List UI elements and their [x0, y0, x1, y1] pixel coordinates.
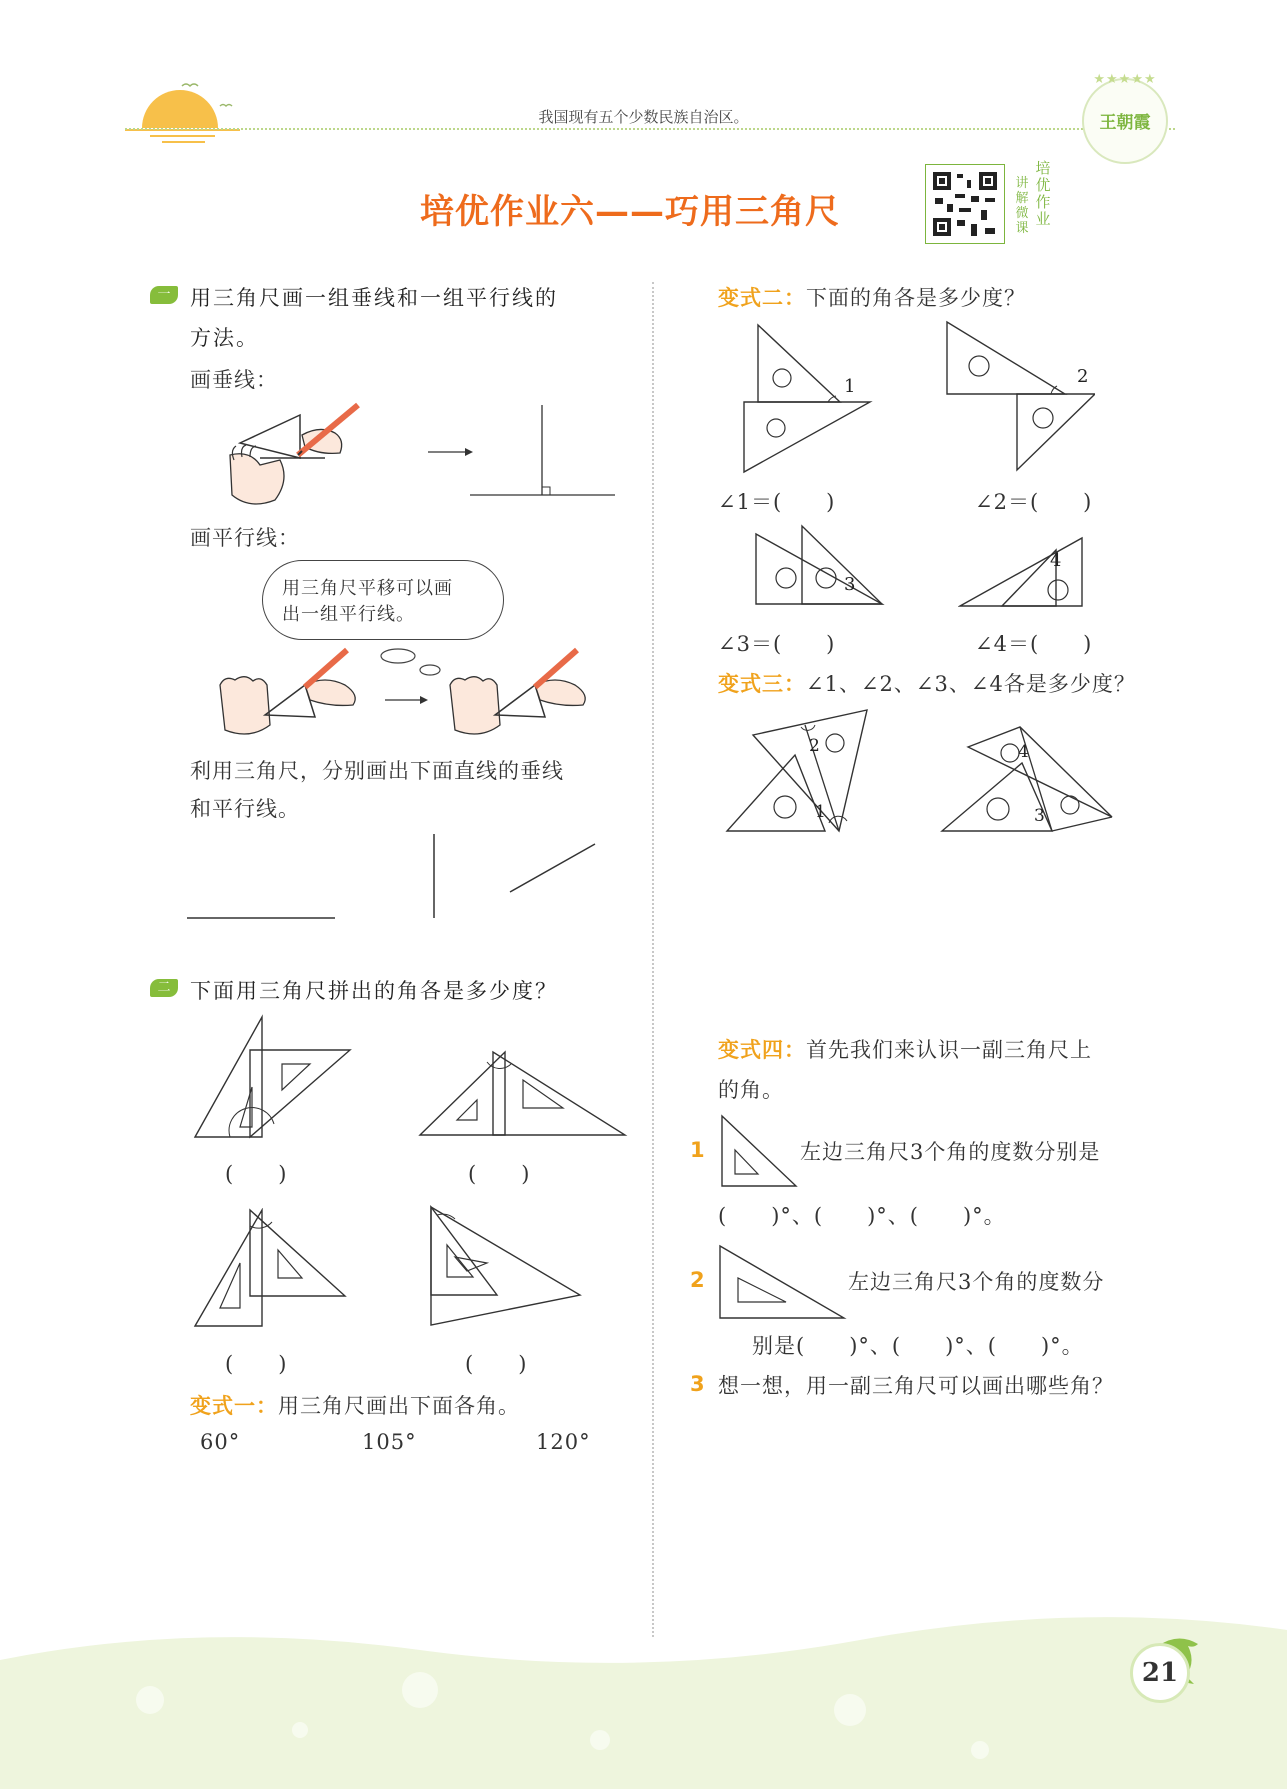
- answer-blank[interactable]: ( ): [225, 1162, 288, 1186]
- section-badge-1: 一: [150, 286, 178, 304]
- variant4-text: 首先我们来认识一副三角尺上: [806, 1038, 1092, 1062]
- angle4-figure: [958, 532, 1088, 612]
- variant4-label: 变式四：: [718, 1038, 806, 1062]
- variant3-figure-left: [725, 705, 875, 835]
- triangle-combo-b: [415, 1040, 630, 1140]
- triangle-ruler-30-60: [716, 1242, 848, 1322]
- angle-label-4: 4: [1018, 742, 1029, 762]
- task-line: 利用三角尺，分别画出下面直线的垂线: [190, 759, 564, 783]
- angle3-figure: [752, 524, 887, 609]
- parallel-label: 画平行线：: [190, 526, 300, 550]
- triangle-combo-d: [425, 1205, 595, 1330]
- bubble-line: 出一组平行线。: [282, 604, 415, 625]
- header-divider: [125, 128, 1175, 130]
- perpendicular-label: 画垂线：: [190, 368, 278, 392]
- variant1-label: 变式一：: [190, 1394, 278, 1418]
- variant4-intro: [718, 1030, 1092, 1110]
- qr-label-char: 作: [1035, 193, 1051, 211]
- angle-60: 60°: [200, 1430, 241, 1454]
- speech-bubble-text: [282, 576, 492, 628]
- qr-label-sub: [1012, 176, 1032, 236]
- angle-120: 120°: [536, 1430, 591, 1454]
- section1-question: [190, 282, 558, 352]
- variant2-label: 变式二：: [718, 286, 806, 310]
- triangle-combo-a: [190, 1012, 360, 1142]
- angle-label-1: 1: [815, 802, 826, 822]
- variant1-line: [190, 1390, 520, 1420]
- header-tagline: 我国现有五个少数民族自治区。: [538, 108, 749, 126]
- question-line: 方法。: [190, 326, 259, 350]
- angle-label-4: 4: [1050, 550, 1062, 571]
- angle3-answer[interactable]: ∠3＝( ): [718, 632, 836, 656]
- draw-perpendicular-figure: [220, 395, 630, 510]
- variant2-line: [718, 282, 1026, 312]
- answer-blank[interactable]: ( ): [468, 1162, 531, 1186]
- question-line: 用三角尺画一组垂线和一组平行线的: [190, 286, 558, 310]
- section1-task: [190, 752, 564, 828]
- star-row-icon: ★★★★★: [1093, 72, 1157, 87]
- variant1-text: 用三角尺画出下面各角。: [278, 1394, 520, 1418]
- bubble-line: 用三角尺平移可以画: [282, 578, 453, 599]
- item1-blanks[interactable]: ( )°、( )°、( )°。: [718, 1204, 1006, 1228]
- variant3-line: [718, 668, 1136, 698]
- item-number-2: 2: [690, 1268, 705, 1292]
- footer-background: [0, 1600, 1287, 1789]
- qr-label-main: [1032, 160, 1054, 228]
- item2-blanks[interactable]: 别是( )°、( )°、( )°。: [752, 1334, 1084, 1358]
- variant4-text-cont: 的角。: [718, 1078, 784, 1102]
- brand-logo: [1082, 72, 1168, 164]
- angle1-figure: [740, 320, 875, 475]
- variant2-text: 下面的角各是多少度？: [806, 286, 1026, 310]
- section2-question: 下面用三角尺拼出的角各是多少度？: [190, 979, 558, 1003]
- triangle-ruler-45: [718, 1112, 802, 1190]
- item-number-1: 1: [690, 1138, 705, 1162]
- angle-label-3: 3: [844, 574, 856, 595]
- item1-text: 左边三角尺3个角的度数分别是: [800, 1140, 1101, 1164]
- page-number: 21: [1130, 1643, 1190, 1703]
- section-badge-2: 二: [150, 979, 178, 997]
- qr-label-char: 讲: [1015, 176, 1029, 191]
- item2-text: 左边三角尺3个角的度数分: [848, 1270, 1105, 1294]
- qr-label-char: 课: [1015, 221, 1029, 236]
- answer-blank[interactable]: ( ): [465, 1352, 528, 1376]
- qr-label-char: 业: [1035, 210, 1051, 228]
- qr-label-char: 优: [1035, 176, 1051, 194]
- variant3-figure-right: [940, 725, 1115, 835]
- angle-label-3: 3: [1034, 806, 1045, 826]
- angle1-answer[interactable]: ∠1＝( ): [718, 490, 836, 514]
- answer-blank[interactable]: ( ): [225, 1352, 288, 1376]
- angle-105: 105°: [362, 1430, 417, 1454]
- angle2-answer[interactable]: ∠2＝( ): [975, 490, 1093, 514]
- angle-label-2: 2: [1077, 366, 1089, 387]
- qr-label-char: 解: [1015, 191, 1029, 206]
- page-title: 培优作业六——巧用三角尺: [420, 192, 840, 232]
- angle4-answer[interactable]: ∠4＝( ): [975, 632, 1093, 656]
- triangle-combo-c: [190, 1208, 360, 1333]
- angle-label-2: 2: [809, 736, 820, 756]
- column-divider: [652, 282, 654, 1637]
- angle2-figure: [945, 320, 1095, 475]
- angle-label-1: 1: [844, 376, 856, 397]
- qr-code-icon[interactable]: [925, 164, 1005, 244]
- item-number-3: 3: [690, 1372, 705, 1396]
- variant3-text: ∠1、∠2、∠3、∠4各是多少度？: [806, 672, 1136, 696]
- qr-label-char: 微: [1015, 206, 1029, 221]
- item3-text: 想一想，用一副三角尺可以画出哪些角？: [718, 1374, 1114, 1398]
- draw-parallel-figure: [215, 645, 615, 745]
- variant3-label: 变式三：: [718, 672, 806, 696]
- logo-text: 王朝霞: [1099, 113, 1151, 133]
- given-lines-figure: [185, 830, 605, 925]
- task-line: 和平行线。: [190, 797, 300, 821]
- qr-label-char: 培: [1035, 159, 1051, 177]
